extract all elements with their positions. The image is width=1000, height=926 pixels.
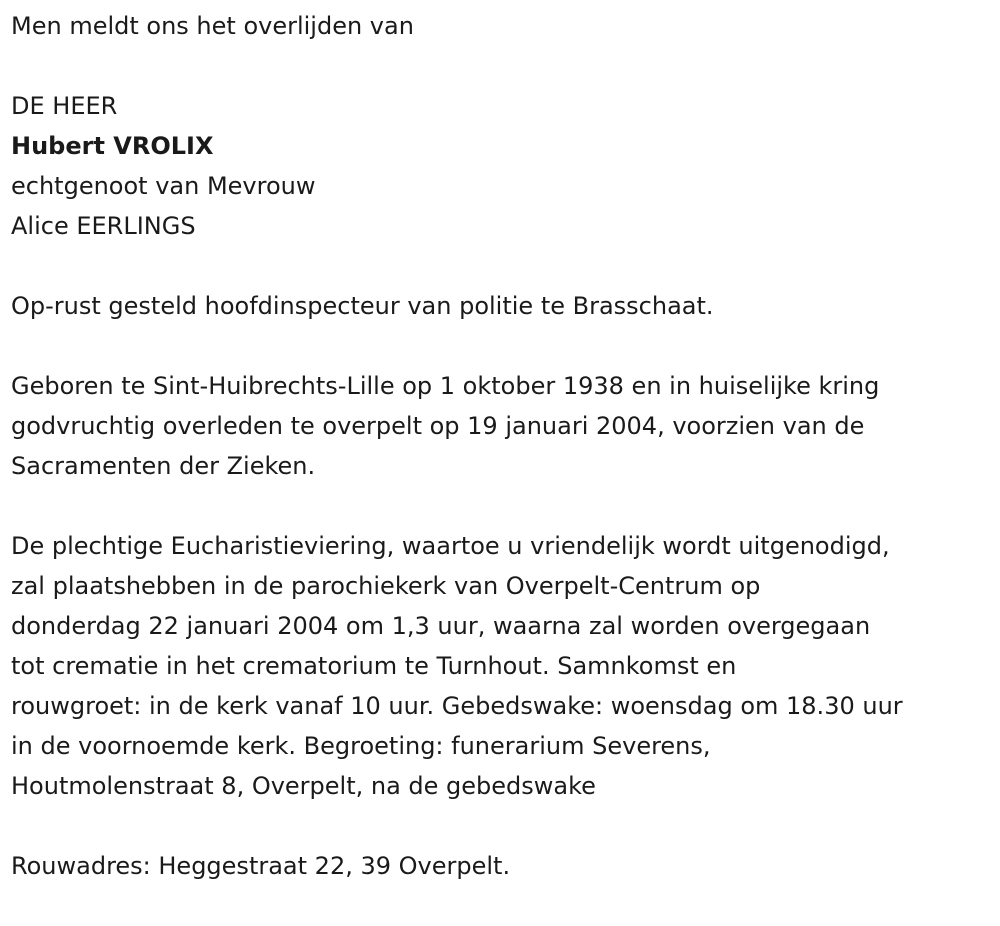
spacer [11,326,991,366]
deceased-name: Hubert VROLIX [11,132,214,160]
spouse-name: Alice EERLINGS [11,212,196,240]
occupation-text: Op-rust gesteld hoofdinspecteur van politie te Brasschaat. [11,292,714,320]
paragraph-line: Sacramenten der Zieken. [11,452,316,480]
spacer [11,246,991,286]
paragraph-line: De plechtige Eucharistieviering, waartoe u vriendelijk wordt uitgenodigd, [11,532,890,560]
spacer [11,806,991,846]
paragraph-line: zal plaatshebben in de parochiekerk van Overpelt-Centrum op [11,572,761,600]
spouse-prefix: echtgenoot van Mevrouw [11,172,316,200]
spacer [11,46,991,86]
paragraph-line: donderdag 22 januari 2004 om 1,3 uur, waarna zal worden overgegaan [11,612,871,640]
mourning-address: Rouwadres: Heggestraat 22, 39 Overpelt. [11,852,511,880]
intro-text: Men meldt ons het overlijden van [11,12,414,40]
paragraph-line: tot crematie in het crematorium te Turnhout. Samnkomst en [11,652,737,680]
death-notice [11,6,991,886]
honorific: DE HEER [11,92,118,120]
paragraph-line: rouwgroet: in de kerk vanaf 10 uur. Gebedswake: woensdag om 18.30 uur [11,692,903,720]
paragraph-line: Houtmolenstraat 8, Overpelt, na de gebedswake [11,772,596,800]
ceremony-paragraph [11,526,991,806]
birth-death-paragraph [11,366,991,486]
paragraph-line: Geboren te Sint-Huibrechts-Lille op 1 oktober 1938 en in huiselijke kring [11,372,880,400]
paragraph-line: godvruchtig overleden te overpelt op 19 januari 2004, voorzien van de [11,412,865,440]
spacer [11,486,991,526]
paragraph-line: in de voornoemde kerk. Begroeting: funerarium Severens, [11,732,711,760]
